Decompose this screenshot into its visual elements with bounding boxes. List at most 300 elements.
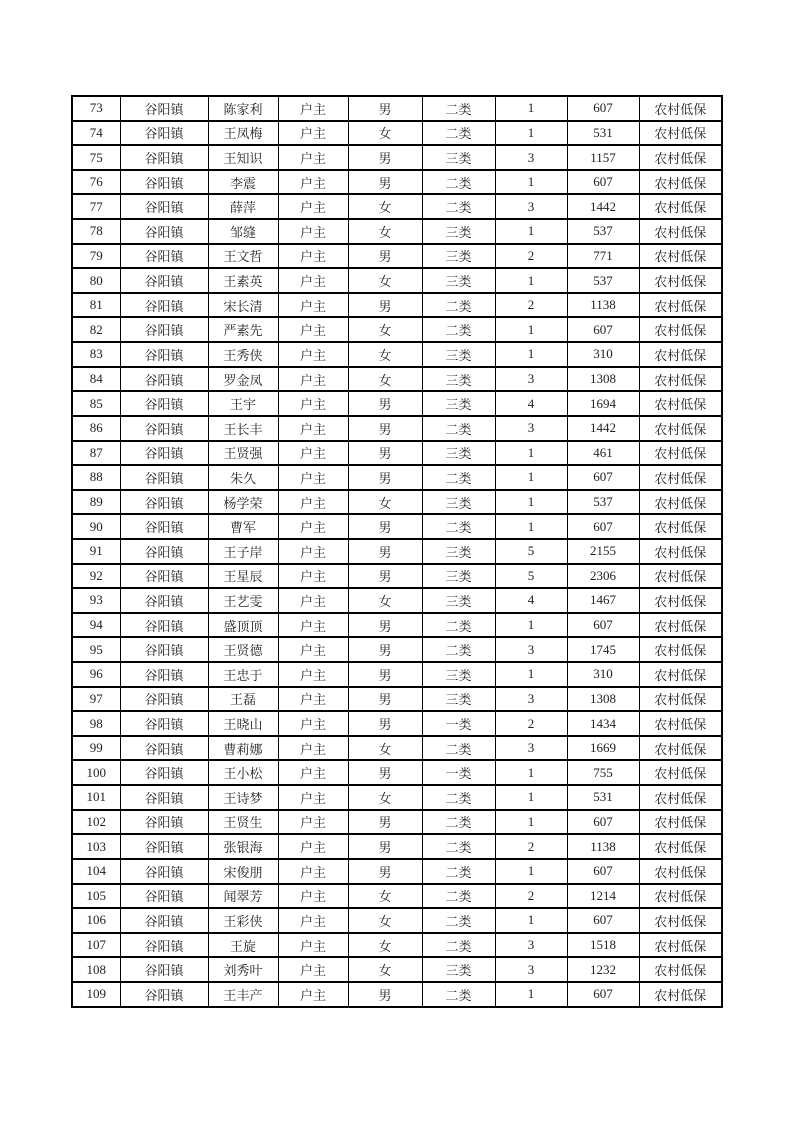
cell-family-count: 2 bbox=[495, 293, 567, 318]
cell-person-name: 曹莉娜 bbox=[208, 736, 278, 761]
cell-amount: 771 bbox=[567, 244, 639, 269]
record-row bbox=[72, 711, 722, 736]
cell-family-count: 1 bbox=[495, 121, 567, 146]
cell-amount: 537 bbox=[567, 490, 639, 515]
cell-family-count: 1 bbox=[495, 96, 567, 121]
cell-seq-number: 82 bbox=[72, 317, 120, 342]
cell-person-name: 盛顶顶 bbox=[208, 613, 278, 638]
cell-category: 二类 bbox=[422, 514, 495, 539]
cell-amount: 1138 bbox=[567, 293, 639, 318]
cell-amount: 1669 bbox=[567, 736, 639, 761]
cell-person-name: 闻翠芳 bbox=[208, 884, 278, 909]
cell-category: 三类 bbox=[422, 145, 495, 170]
cell-person-name: 严素先 bbox=[208, 317, 278, 342]
cell-town: 谷阳镇 bbox=[120, 96, 208, 121]
record-row bbox=[72, 465, 722, 490]
cell-category: 三类 bbox=[422, 441, 495, 466]
cell-amount: 531 bbox=[567, 785, 639, 810]
cell-category: 二类 bbox=[422, 121, 495, 146]
cell-relation: 户主 bbox=[278, 268, 348, 293]
cell-subsidy-type: 农村低保 bbox=[639, 957, 722, 982]
cell-family-count: 1 bbox=[495, 908, 567, 933]
cell-person-name: 邹缝 bbox=[208, 219, 278, 244]
cell-seq-number: 108 bbox=[72, 957, 120, 982]
cell-relation: 户主 bbox=[278, 317, 348, 342]
record-row bbox=[72, 760, 722, 785]
cell-gender: 男 bbox=[348, 441, 422, 466]
cell-person-name: 张银海 bbox=[208, 834, 278, 859]
cell-family-count: 3 bbox=[495, 637, 567, 662]
cell-relation: 户主 bbox=[278, 465, 348, 490]
cell-person-name: 宋俊朋 bbox=[208, 859, 278, 884]
cell-category: 三类 bbox=[422, 219, 495, 244]
cell-category: 三类 bbox=[422, 662, 495, 687]
cell-seq-number: 75 bbox=[72, 145, 120, 170]
record-row bbox=[72, 96, 722, 121]
cell-family-count: 1 bbox=[495, 441, 567, 466]
record-row bbox=[72, 859, 722, 884]
cell-relation: 户主 bbox=[278, 244, 348, 269]
record-row bbox=[72, 810, 722, 835]
cell-family-count: 4 bbox=[495, 588, 567, 613]
cell-gender: 女 bbox=[348, 268, 422, 293]
cell-amount: 531 bbox=[567, 121, 639, 146]
cell-seq-number: 84 bbox=[72, 367, 120, 392]
cell-subsidy-type: 农村低保 bbox=[639, 834, 722, 859]
cell-relation: 户主 bbox=[278, 490, 348, 515]
cell-category: 二类 bbox=[422, 293, 495, 318]
cell-family-count: 3 bbox=[495, 145, 567, 170]
cell-family-count: 2 bbox=[495, 834, 567, 859]
cell-family-count: 1 bbox=[495, 662, 567, 687]
cell-town: 谷阳镇 bbox=[120, 662, 208, 687]
cell-category: 二类 bbox=[422, 933, 495, 958]
cell-amount: 1694 bbox=[567, 391, 639, 416]
cell-subsidy-type: 农村低保 bbox=[639, 637, 722, 662]
record-row bbox=[72, 342, 722, 367]
cell-amount: 1442 bbox=[567, 416, 639, 441]
cell-person-name: 李震 bbox=[208, 170, 278, 195]
cell-subsidy-type: 农村低保 bbox=[639, 613, 722, 638]
cell-person-name: 王晓山 bbox=[208, 711, 278, 736]
cell-gender: 女 bbox=[348, 219, 422, 244]
cell-gender: 女 bbox=[348, 194, 422, 219]
cell-gender: 男 bbox=[348, 145, 422, 170]
cell-subsidy-type: 农村低保 bbox=[639, 391, 722, 416]
cell-amount: 607 bbox=[567, 613, 639, 638]
cell-seq-number: 109 bbox=[72, 982, 120, 1007]
record-row bbox=[72, 908, 722, 933]
cell-amount: 607 bbox=[567, 982, 639, 1007]
cell-subsidy-type: 农村低保 bbox=[639, 317, 722, 342]
cell-town: 谷阳镇 bbox=[120, 982, 208, 1007]
record-row bbox=[72, 194, 722, 219]
cell-relation: 户主 bbox=[278, 711, 348, 736]
cell-amount: 607 bbox=[567, 96, 639, 121]
cell-subsidy-type: 农村低保 bbox=[639, 268, 722, 293]
cell-subsidy-type: 农村低保 bbox=[639, 908, 722, 933]
cell-relation: 户主 bbox=[278, 637, 348, 662]
cell-amount: 2155 bbox=[567, 539, 639, 564]
cell-subsidy-type: 农村低保 bbox=[639, 170, 722, 195]
record-row bbox=[72, 564, 722, 589]
record-row bbox=[72, 416, 722, 441]
cell-seq-number: 81 bbox=[72, 293, 120, 318]
cell-town: 谷阳镇 bbox=[120, 957, 208, 982]
cell-family-count: 1 bbox=[495, 760, 567, 785]
cell-seq-number: 100 bbox=[72, 760, 120, 785]
cell-seq-number: 97 bbox=[72, 687, 120, 712]
cell-person-name: 王贤强 bbox=[208, 441, 278, 466]
cell-family-count: 2 bbox=[495, 244, 567, 269]
cell-seq-number: 73 bbox=[72, 96, 120, 121]
cell-relation: 户主 bbox=[278, 441, 348, 466]
cell-relation: 户主 bbox=[278, 662, 348, 687]
cell-category: 二类 bbox=[422, 859, 495, 884]
cell-category: 二类 bbox=[422, 613, 495, 638]
record-row bbox=[72, 514, 722, 539]
cell-seq-number: 98 bbox=[72, 711, 120, 736]
cell-category: 三类 bbox=[422, 687, 495, 712]
cell-amount: 1157 bbox=[567, 145, 639, 170]
cell-gender: 男 bbox=[348, 539, 422, 564]
record-row bbox=[72, 736, 722, 761]
record-row bbox=[72, 785, 722, 810]
cell-category: 二类 bbox=[422, 736, 495, 761]
cell-family-count: 5 bbox=[495, 539, 567, 564]
cell-seq-number: 102 bbox=[72, 810, 120, 835]
record-row bbox=[72, 982, 722, 1007]
cell-amount: 607 bbox=[567, 514, 639, 539]
cell-subsidy-type: 农村低保 bbox=[639, 539, 722, 564]
cell-town: 谷阳镇 bbox=[120, 219, 208, 244]
record-row bbox=[72, 367, 722, 392]
cell-town: 谷阳镇 bbox=[120, 441, 208, 466]
cell-subsidy-type: 农村低保 bbox=[639, 785, 722, 810]
cell-amount: 1442 bbox=[567, 194, 639, 219]
cell-family-count: 1 bbox=[495, 342, 567, 367]
record-row bbox=[72, 834, 722, 859]
cell-family-count: 3 bbox=[495, 687, 567, 712]
cell-gender: 男 bbox=[348, 613, 422, 638]
cell-family-count: 1 bbox=[495, 514, 567, 539]
cell-relation: 户主 bbox=[278, 588, 348, 613]
cell-gender: 男 bbox=[348, 834, 422, 859]
cell-relation: 户主 bbox=[278, 514, 348, 539]
cell-seq-number: 99 bbox=[72, 736, 120, 761]
cell-gender: 男 bbox=[348, 170, 422, 195]
cell-family-count: 1 bbox=[495, 317, 567, 342]
cell-family-count: 1 bbox=[495, 170, 567, 195]
cell-relation: 户主 bbox=[278, 957, 348, 982]
record-row bbox=[72, 441, 722, 466]
cell-family-count: 3 bbox=[495, 367, 567, 392]
cell-gender: 男 bbox=[348, 96, 422, 121]
cell-relation: 户主 bbox=[278, 613, 348, 638]
cell-town: 谷阳镇 bbox=[120, 711, 208, 736]
record-row bbox=[72, 662, 722, 687]
cell-family-count: 1 bbox=[495, 613, 567, 638]
cell-category: 一类 bbox=[422, 711, 495, 736]
cell-subsidy-type: 农村低保 bbox=[639, 662, 722, 687]
cell-relation: 户主 bbox=[278, 121, 348, 146]
subsidy-roster-table bbox=[71, 95, 723, 1008]
record-row bbox=[72, 957, 722, 982]
cell-relation: 户主 bbox=[278, 170, 348, 195]
cell-person-name: 王彩侠 bbox=[208, 908, 278, 933]
cell-seq-number: 95 bbox=[72, 637, 120, 662]
cell-amount: 1745 bbox=[567, 637, 639, 662]
cell-seq-number: 78 bbox=[72, 219, 120, 244]
record-row bbox=[72, 588, 722, 613]
cell-seq-number: 90 bbox=[72, 514, 120, 539]
cell-relation: 户主 bbox=[278, 96, 348, 121]
cell-family-count: 3 bbox=[495, 416, 567, 441]
cell-person-name: 陈家利 bbox=[208, 96, 278, 121]
cell-gender: 女 bbox=[348, 884, 422, 909]
cell-person-name: 罗金凤 bbox=[208, 367, 278, 392]
cell-category: 二类 bbox=[422, 416, 495, 441]
cell-gender: 女 bbox=[348, 490, 422, 515]
cell-seq-number: 91 bbox=[72, 539, 120, 564]
cell-town: 谷阳镇 bbox=[120, 465, 208, 490]
cell-town: 谷阳镇 bbox=[120, 785, 208, 810]
cell-category: 二类 bbox=[422, 96, 495, 121]
cell-relation: 户主 bbox=[278, 859, 348, 884]
cell-subsidy-type: 农村低保 bbox=[639, 810, 722, 835]
cell-subsidy-type: 农村低保 bbox=[639, 514, 722, 539]
cell-category: 一类 bbox=[422, 760, 495, 785]
cell-category: 二类 bbox=[422, 170, 495, 195]
cell-family-count: 1 bbox=[495, 219, 567, 244]
cell-town: 谷阳镇 bbox=[120, 834, 208, 859]
cell-gender: 男 bbox=[348, 465, 422, 490]
cell-family-count: 5 bbox=[495, 564, 567, 589]
cell-person-name: 王小松 bbox=[208, 760, 278, 785]
cell-town: 谷阳镇 bbox=[120, 810, 208, 835]
cell-seq-number: 93 bbox=[72, 588, 120, 613]
cell-subsidy-type: 农村低保 bbox=[639, 884, 722, 909]
cell-person-name: 王旋 bbox=[208, 933, 278, 958]
cell-person-name: 王素英 bbox=[208, 268, 278, 293]
cell-subsidy-type: 农村低保 bbox=[639, 859, 722, 884]
cell-person-name: 王丰产 bbox=[208, 982, 278, 1007]
cell-amount: 607 bbox=[567, 859, 639, 884]
cell-category: 二类 bbox=[422, 637, 495, 662]
cell-seq-number: 106 bbox=[72, 908, 120, 933]
cell-category: 三类 bbox=[422, 588, 495, 613]
cell-category: 二类 bbox=[422, 834, 495, 859]
cell-subsidy-type: 农村低保 bbox=[639, 687, 722, 712]
record-row bbox=[72, 687, 722, 712]
record-row bbox=[72, 219, 722, 244]
cell-subsidy-type: 农村低保 bbox=[639, 367, 722, 392]
record-row bbox=[72, 933, 722, 958]
cell-amount: 607 bbox=[567, 317, 639, 342]
cell-relation: 户主 bbox=[278, 391, 348, 416]
record-row bbox=[72, 884, 722, 909]
cell-relation: 户主 bbox=[278, 834, 348, 859]
cell-relation: 户主 bbox=[278, 293, 348, 318]
cell-amount: 537 bbox=[567, 268, 639, 293]
cell-town: 谷阳镇 bbox=[120, 416, 208, 441]
cell-family-count: 1 bbox=[495, 490, 567, 515]
record-row bbox=[72, 317, 722, 342]
cell-town: 谷阳镇 bbox=[120, 908, 208, 933]
cell-town: 谷阳镇 bbox=[120, 859, 208, 884]
cell-category: 三类 bbox=[422, 367, 495, 392]
cell-person-name: 王星辰 bbox=[208, 564, 278, 589]
cell-person-name: 王知识 bbox=[208, 145, 278, 170]
cell-gender: 女 bbox=[348, 908, 422, 933]
cell-seq-number: 89 bbox=[72, 490, 120, 515]
cell-person-name: 王秀侠 bbox=[208, 342, 278, 367]
cell-category: 二类 bbox=[422, 982, 495, 1007]
cell-town: 谷阳镇 bbox=[120, 637, 208, 662]
cell-category: 二类 bbox=[422, 884, 495, 909]
cell-gender: 女 bbox=[348, 933, 422, 958]
cell-subsidy-type: 农村低保 bbox=[639, 219, 722, 244]
cell-amount: 1308 bbox=[567, 687, 639, 712]
cell-person-name: 曹军 bbox=[208, 514, 278, 539]
cell-person-name: 王诗梦 bbox=[208, 785, 278, 810]
cell-amount: 461 bbox=[567, 441, 639, 466]
cell-subsidy-type: 农村低保 bbox=[639, 982, 722, 1007]
record-row bbox=[72, 637, 722, 662]
cell-relation: 户主 bbox=[278, 785, 348, 810]
cell-category: 三类 bbox=[422, 268, 495, 293]
cell-relation: 户主 bbox=[278, 219, 348, 244]
cell-gender: 男 bbox=[348, 564, 422, 589]
record-row bbox=[72, 490, 722, 515]
cell-town: 谷阳镇 bbox=[120, 391, 208, 416]
cell-subsidy-type: 农村低保 bbox=[639, 416, 722, 441]
cell-person-name: 薛萍 bbox=[208, 194, 278, 219]
cell-relation: 户主 bbox=[278, 736, 348, 761]
cell-category: 三类 bbox=[422, 244, 495, 269]
cell-amount: 310 bbox=[567, 662, 639, 687]
cell-relation: 户主 bbox=[278, 342, 348, 367]
cell-category: 二类 bbox=[422, 908, 495, 933]
cell-category: 三类 bbox=[422, 342, 495, 367]
cell-town: 谷阳镇 bbox=[120, 613, 208, 638]
cell-relation: 户主 bbox=[278, 367, 348, 392]
record-row bbox=[72, 539, 722, 564]
cell-family-count: 1 bbox=[495, 982, 567, 1007]
cell-category: 三类 bbox=[422, 957, 495, 982]
cell-category: 二类 bbox=[422, 194, 495, 219]
cell-relation: 户主 bbox=[278, 982, 348, 1007]
cell-seq-number: 104 bbox=[72, 859, 120, 884]
cell-family-count: 1 bbox=[495, 465, 567, 490]
cell-town: 谷阳镇 bbox=[120, 342, 208, 367]
cell-relation: 户主 bbox=[278, 933, 348, 958]
cell-person-name: 王长丰 bbox=[208, 416, 278, 441]
cell-subsidy-type: 农村低保 bbox=[639, 441, 722, 466]
cell-subsidy-type: 农村低保 bbox=[639, 96, 722, 121]
cell-town: 谷阳镇 bbox=[120, 317, 208, 342]
cell-gender: 男 bbox=[348, 760, 422, 785]
cell-amount: 1308 bbox=[567, 367, 639, 392]
cell-seq-number: 79 bbox=[72, 244, 120, 269]
cell-relation: 户主 bbox=[278, 194, 348, 219]
cell-subsidy-type: 农村低保 bbox=[639, 588, 722, 613]
cell-subsidy-type: 农村低保 bbox=[639, 145, 722, 170]
cell-relation: 户主 bbox=[278, 760, 348, 785]
cell-subsidy-type: 农村低保 bbox=[639, 736, 722, 761]
cell-gender: 男 bbox=[348, 514, 422, 539]
cell-subsidy-type: 农村低保 bbox=[639, 760, 722, 785]
cell-seq-number: 87 bbox=[72, 441, 120, 466]
cell-seq-number: 85 bbox=[72, 391, 120, 416]
cell-gender: 男 bbox=[348, 416, 422, 441]
cell-person-name: 朱久 bbox=[208, 465, 278, 490]
cell-amount: 607 bbox=[567, 170, 639, 195]
cell-category: 二类 bbox=[422, 785, 495, 810]
cell-town: 谷阳镇 bbox=[120, 539, 208, 564]
cell-relation: 户主 bbox=[278, 145, 348, 170]
cell-town: 谷阳镇 bbox=[120, 760, 208, 785]
cell-person-name: 王贤德 bbox=[208, 637, 278, 662]
cell-family-count: 1 bbox=[495, 785, 567, 810]
cell-seq-number: 107 bbox=[72, 933, 120, 958]
cell-subsidy-type: 农村低保 bbox=[639, 490, 722, 515]
cell-amount: 1214 bbox=[567, 884, 639, 909]
cell-person-name: 王贤生 bbox=[208, 810, 278, 835]
cell-family-count: 1 bbox=[495, 268, 567, 293]
cell-gender: 男 bbox=[348, 687, 422, 712]
cell-person-name: 王文哲 bbox=[208, 244, 278, 269]
cell-person-name: 王子岸 bbox=[208, 539, 278, 564]
cell-relation: 户主 bbox=[278, 908, 348, 933]
cell-subsidy-type: 农村低保 bbox=[639, 342, 722, 367]
cell-category: 三类 bbox=[422, 539, 495, 564]
cell-subsidy-type: 农村低保 bbox=[639, 194, 722, 219]
cell-town: 谷阳镇 bbox=[120, 293, 208, 318]
cell-town: 谷阳镇 bbox=[120, 244, 208, 269]
cell-town: 谷阳镇 bbox=[120, 194, 208, 219]
cell-seq-number: 105 bbox=[72, 884, 120, 909]
cell-person-name: 王磊 bbox=[208, 687, 278, 712]
cell-seq-number: 86 bbox=[72, 416, 120, 441]
cell-amount: 537 bbox=[567, 219, 639, 244]
cell-subsidy-type: 农村低保 bbox=[639, 564, 722, 589]
cell-amount: 607 bbox=[567, 908, 639, 933]
cell-relation: 户主 bbox=[278, 539, 348, 564]
cell-town: 谷阳镇 bbox=[120, 884, 208, 909]
cell-subsidy-type: 农村低保 bbox=[639, 465, 722, 490]
cell-town: 谷阳镇 bbox=[120, 170, 208, 195]
cell-gender: 男 bbox=[348, 982, 422, 1007]
cell-seq-number: 92 bbox=[72, 564, 120, 589]
cell-amount: 1518 bbox=[567, 933, 639, 958]
cell-town: 谷阳镇 bbox=[120, 367, 208, 392]
cell-amount: 607 bbox=[567, 465, 639, 490]
cell-family-count: 3 bbox=[495, 194, 567, 219]
cell-seq-number: 94 bbox=[72, 613, 120, 638]
cell-person-name: 刘秀叶 bbox=[208, 957, 278, 982]
record-row bbox=[72, 121, 722, 146]
record-row bbox=[72, 268, 722, 293]
cell-amount: 1232 bbox=[567, 957, 639, 982]
cell-category: 三类 bbox=[422, 564, 495, 589]
cell-relation: 户主 bbox=[278, 810, 348, 835]
cell-gender: 男 bbox=[348, 244, 422, 269]
cell-seq-number: 76 bbox=[72, 170, 120, 195]
cell-amount: 755 bbox=[567, 760, 639, 785]
cell-gender: 男 bbox=[348, 711, 422, 736]
cell-seq-number: 77 bbox=[72, 194, 120, 219]
